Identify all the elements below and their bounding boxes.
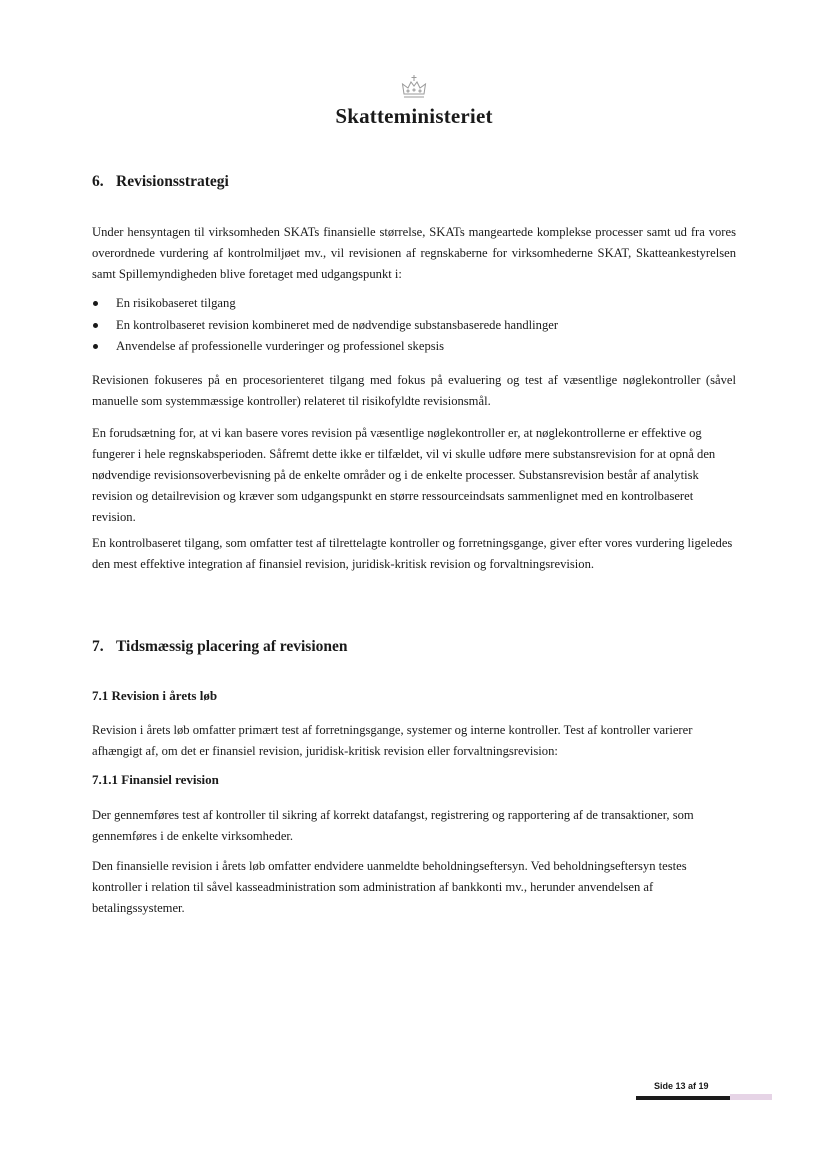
bullet-dot-icon — [93, 323, 98, 328]
section-6-paragraph-3: En forudsætning for, at vi kan basere vores revision på væsentlige nøglekontroller er, at nøglekontrollerne er effektive og fungerer i hele regnskabsperioden. Såfremt dette ikke er tilfældet, vil vi skulle udføre mere substansrevision for at opnå den nødvendige revisionsoverbevisning på de enkelte områder og i de enkelte processer. Substansrevision består af analytisk revision og detailrevision og kræver som udgangspunkt en større ressourceindsats sammenlignet med en kontrolbaseret revision. — [92, 426, 716, 524]
list-item: En kontrolbaseret revision kombineret med de nødvendige substansbaserede handlinger — [92, 315, 558, 337]
section-6-intro: Under hensyntagen til virksomheden SKATs finansielle størrelse, SKATs mangeartede komplekse processer samt ud fra vores overordnede vurdering af kontrolmiljøet mv., vil revisionen af regnskaberne for virksomhederne SKAT, Skatteankestyrelsen samt Spillemyndigheden blive foretaget med udgangspunkt i: — [92, 225, 736, 281]
crown-icon — [401, 74, 427, 102]
bullet-dot-icon — [93, 301, 98, 306]
section-7-title: Tidsmæssig placering af revisionen — [116, 638, 348, 655]
section-6-number: 6. — [92, 173, 104, 190]
section-6-paragraph-4: En kontrolbaseret tilgang, som omfatter test af tilrettelagte kontroller og forretningsgange, giver efter vores vurdering ligeledes den mest effektive integration af finansiel revision, juridisk-kritisk revision og forvaltningsrevision. — [92, 536, 733, 571]
subsection-7-1-1-paragraph-2: Den finansielle revision i årets løb omfatter endvidere uanmeldte beholdningseftersyn. Ved beholdningseftersyn testes kontroller i relation til såvel kasseadministration som administration af bankkonti mv., herunder anvendelsen af betalingssystemer. — [92, 859, 687, 915]
section-7-number: 7. — [92, 638, 104, 655]
subsection-7-1-text: Revision i årets løb omfatter primært test af forretningsgange, systemer og interne kontroller. Test af kontroller varierer afhængigt af, om det er finansiel revision, juridisk-kritisk revision eller forvaltningsrevision: — [92, 723, 693, 758]
section-6-title: Revisionsstrategi — [116, 173, 229, 190]
section-6-paragraph-2: Revisionen fokuseres på en procesorienteret tilgang med fokus på evaluering og test af væsentlige nøglekontroller (såvel manuelle som systemmæssige kontroller) relateret til risikofyldte revisionsmål. — [92, 373, 736, 408]
subsection-7-1-1-title: 7.1.1 Finansiel revision — [92, 772, 219, 787]
bullet-dot-icon — [93, 344, 98, 349]
section-7-heading — [92, 638, 348, 656]
footer-bar-pink — [730, 1094, 772, 1100]
list-item: En risikobaseret tilgang — [92, 293, 558, 315]
footer-bar-dark — [636, 1096, 730, 1100]
page-number: Side 13 af 19 — [654, 1081, 709, 1091]
section-6-heading — [92, 173, 229, 191]
subsection-7-1-1-paragraph-1: Der gennemføres test af kontroller til sikring af korrekt datafangst, registrering og rapportering af de transaktioner, som gennemføres i de enkelte virksomheder. — [92, 808, 694, 843]
subsection-7-1-title: 7.1 Revision i årets løb — [92, 688, 218, 703]
ministry-name: Skatteministeriet — [335, 104, 493, 128]
list-item: Anvendelse af professionelle vurderinger og professionel skepsis — [92, 336, 558, 358]
strategy-bullet-list — [92, 293, 558, 358]
